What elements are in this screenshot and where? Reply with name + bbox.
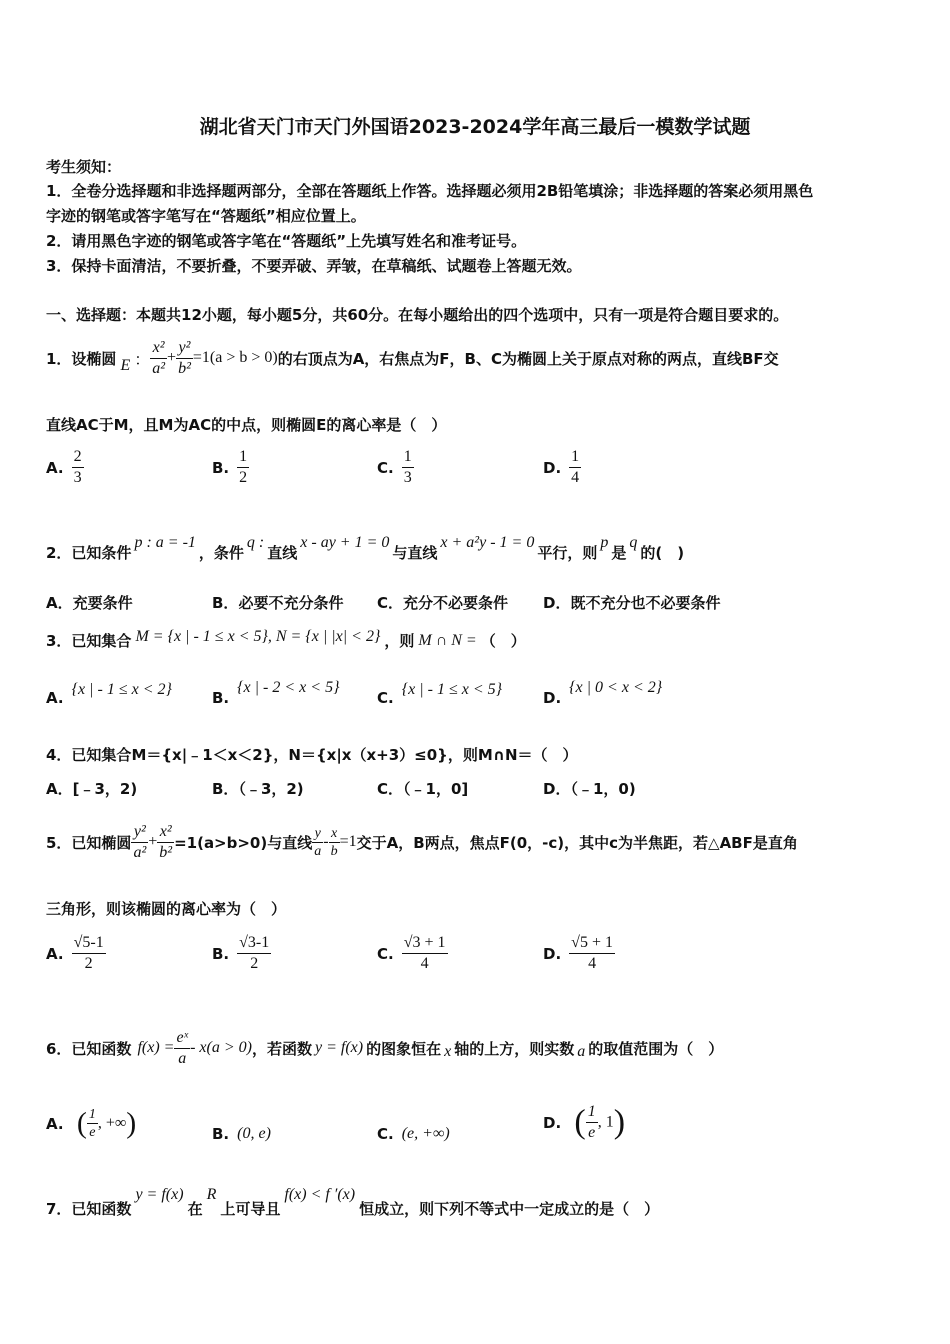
q5-option-c[interactable]: C. $\frac{√3 + 1}{4}$ bbox=[377, 934, 446, 972]
q6-option-c[interactable]: C. (e, +∞) bbox=[377, 1124, 450, 1143]
q2-option-a[interactable]: A．充要条件 bbox=[46, 594, 133, 612]
notice-heading: 考生须知： bbox=[46, 158, 122, 176]
question-6: 6．已知函数 f(x) = $\frac{\text{eˣ}}{a}$ - x(a > 0) ，若函数 y = f(x) 的图象恒在 x 轴的上方，则实数 a 的取值范围为（ ） bbox=[46, 1028, 724, 1067]
question-1: 1．设椭圆 E ： $\frac{\text{x²}}{\text{a²}}$ + $\frac{\text{y²}}{\text{b²}}$ =1(a > b > 0) 的右顶点为A，右焦点为F，B、C为椭圆上关于原点对称的两点，直线BF交 bbox=[46, 338, 779, 377]
q1-option-b[interactable]: B. $\frac{1}{2}$ bbox=[212, 448, 248, 486]
question-2: 2．已知条件 p : a = -1 ，条件 q : 直线 x - ay + 1 = 0 与直线 x + a²y - 1 = 0 平行，则 p 是 q 的( ) bbox=[46, 534, 685, 562]
q4-option-b[interactable]: B．（﹣3，2) bbox=[212, 780, 304, 798]
q1-frac-x: $\frac{\text{x²}}{\text{a²}}$ bbox=[152, 338, 166, 377]
notice-line-1: 1．全卷分选择题和非选择题两部分，全部在答题纸上作答。选择题必须用2B铅笔填涂；非选择题的答案必须用黑色 bbox=[46, 182, 814, 200]
q3-option-a[interactable]: A. {x | - 1 ≤ x < 2} bbox=[46, 681, 172, 707]
q1-option-a[interactable]: A. $\frac{2}{3}$ bbox=[46, 448, 82, 486]
q3-option-c[interactable]: C. {x | - 1 ≤ x < 5} bbox=[377, 681, 503, 707]
q6-option-a[interactable]: A. ( $\frac{1}{e}$ , +∞) bbox=[46, 1106, 137, 1140]
page-title: 湖北省天门市天门外国语2023-2024学年高三最后一模数学试题 bbox=[199, 116, 751, 138]
q1-equation: =1(a > b > 0) bbox=[192, 349, 278, 366]
q1-option-d[interactable]: D. $\frac{1}{4}$ bbox=[543, 448, 580, 486]
q1-E: E bbox=[120, 357, 131, 374]
q1-colon: ： bbox=[134, 351, 151, 369]
q1-text-2: 直线AC于M，且M为AC的中点，则椭圆E的离心率是（ ） bbox=[46, 416, 447, 434]
q2-option-d[interactable]: D．既不充分也不必要条件 bbox=[543, 594, 721, 612]
q3-option-b[interactable]: B.{x | - 2 < x < 5} bbox=[212, 679, 340, 707]
q1-option-c[interactable]: C. $\frac{1}{3}$ bbox=[377, 448, 412, 486]
q5-option-a[interactable]: A. $\frac{√5-1}{2}$ bbox=[46, 934, 104, 972]
notice-line-2: 2．请用黑色字迹的钢笔或答字笔在“答题纸”上先填写姓名和准考证号。 bbox=[46, 232, 527, 250]
q6-option-b[interactable]: B. (0, e) bbox=[212, 1124, 271, 1143]
question-5: 5．已知椭圆 $\frac{\text{y²}}{\text{a²}}$ + $\frac{\text{x²}}{\text{b²}}$ =1(a>b>0)与直线 $\frac{y}{a}$ - $\frac{x}{b}$ =1 交于A，B两点，焦点F(0，-c)，其中c为半焦距，若△ABF是直角 bbox=[46, 822, 798, 861]
notice-line-1b: 字迹的钢笔或答字笔写在“答题纸”相应位置上。 bbox=[46, 207, 366, 225]
question-3: 3．已知集合 M = {x | - 1 ≤ x < 5}, N = {x | |x| < 2} ，则 M ∩ N = （ ） bbox=[46, 627, 526, 650]
section-heading: 一、选择题：本题共12小题，每小题5分，共60分。在每小题给出的四个选项中，只有一项是符合题目要求的。 bbox=[46, 306, 789, 324]
q5-option-d[interactable]: D. $\frac{√5 + 1}{4}$ bbox=[543, 934, 613, 972]
q5-text-3: 三角形，则该椭圆的离心率为（ ） bbox=[46, 900, 287, 918]
q4-option-a[interactable]: A．[﹣3，2) bbox=[46, 780, 138, 798]
q1-frac-y: $\frac{\text{y²}}{\text{b²}}$ bbox=[178, 338, 191, 377]
q2-option-b[interactable]: B．必要不充分条件 bbox=[212, 594, 344, 612]
q5-option-b[interactable]: B. $\frac{√3-1}{2}$ bbox=[212, 934, 270, 972]
question-4: 4．已知集合M＝{x|﹣1＜x＜2}，N＝{x|x（x+3）≤0}，则M∩N＝（ ） bbox=[46, 746, 578, 764]
q1-text-1: 的右顶点为A，右焦点为F，B、C为椭圆上关于原点对称的两点，直线BF交 bbox=[277, 349, 779, 368]
q1-number: 1．设椭圆 bbox=[46, 349, 117, 368]
q6-option-d[interactable]: D. ( $\frac{1}{e}$ , 1) bbox=[543, 1103, 626, 1141]
notice-line-3: 3．保持卡面清洁，不要折叠，不要弄破、弄皱，在草稿纸、试题卷上答题无效。 bbox=[46, 257, 582, 275]
q4-option-c[interactable]: C．（﹣1，0] bbox=[377, 780, 469, 798]
q3-option-d[interactable]: D.{x | 0 < x < 2} bbox=[543, 679, 663, 707]
question-7: 7．已知函数 y = f(x) 在 R 上可导且 f(x) < f ′(x) 恒成立，则下列不等式中一定成立的是（ ） bbox=[46, 1186, 660, 1218]
q2-option-c[interactable]: C．充分不必要条件 bbox=[377, 594, 509, 612]
q4-option-d[interactable]: D．（﹣1，0) bbox=[543, 780, 636, 798]
